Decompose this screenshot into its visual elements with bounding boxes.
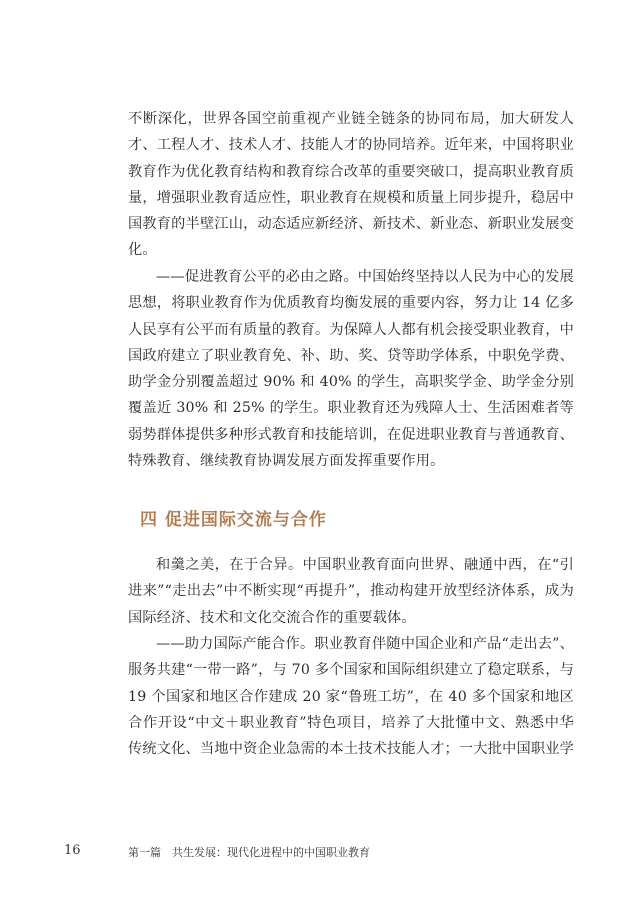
body-paragraph-2: ——促进教育公平的必由之路。中国始终坚持以人民为中心的发展思想，将职业教育作为优质教育均衡发展的重要内容，努力让 14 亿多人民享有公平而有质量的教育。为保障人人都有机会接受职业教育，中国政府建立了职业教育免、补、助、奖、贷等助学体系，中职免学费、助学金分别覆盖超过 90% 和 40% 的学生，高职奖学金、助学金分别覆盖近 30% 和 25% 的学生。职业教育还为残障人士、生活困难者等弱势群体提供多种形式教育和技能培训，在促进职业教育与普通教育、特殊教育、继续教育协调发展方面发挥重要作用。 — [128, 269, 575, 470]
running-footer-title: 第一篇 共生发展：现代化进程中的中国职业教育 — [128, 846, 370, 859]
body-paragraph-1: 不断深化，世界各国空前重视产业链全链条的协同布局，加大研发人才、工程人才、技术人才、技能人才的协同培养。近年来，中国将职业教育作为优化教育结构和教育综合改革的重要突破口，提高职业教育质量，增强职业教育适应性，职业教育在规模和质量上同步提升，稳居中国教育的半壁江山，动态适应新经济、新技术、新业态、新职业发展变化。 — [128, 111, 575, 259]
page-number: 16 — [64, 843, 81, 858]
section-heading: 四 促进国际交流与合作 — [140, 510, 327, 530]
body-paragraph-3: 和羹之美，在于合异。中国职业教育面向世界、融通中西，在“引进来”“走出去”中不断实现“再提升”，推动构建开放型经济体系，成为国际经济、技术和文化交流合作的重要载体。 — [128, 557, 574, 626]
body-paragraph-4: ——助力国际产能合作。职业教育伴随中国企业和产品“走出去”、服务共建“一带一路”，与 70 多个国家和国际组织建立了稳定联系，与 19 个国家和地区合作建成 20 家“鲁班工坊”，在 40 多个国家和地区合作开设“中文＋职业教育”特色项目，培养了大批懂中文、熟悉中华传统文化、当地中资企业急需的本土技术技能人才；一大批中国职业学 — [128, 636, 575, 758]
page-footer — [0, 843, 642, 863]
